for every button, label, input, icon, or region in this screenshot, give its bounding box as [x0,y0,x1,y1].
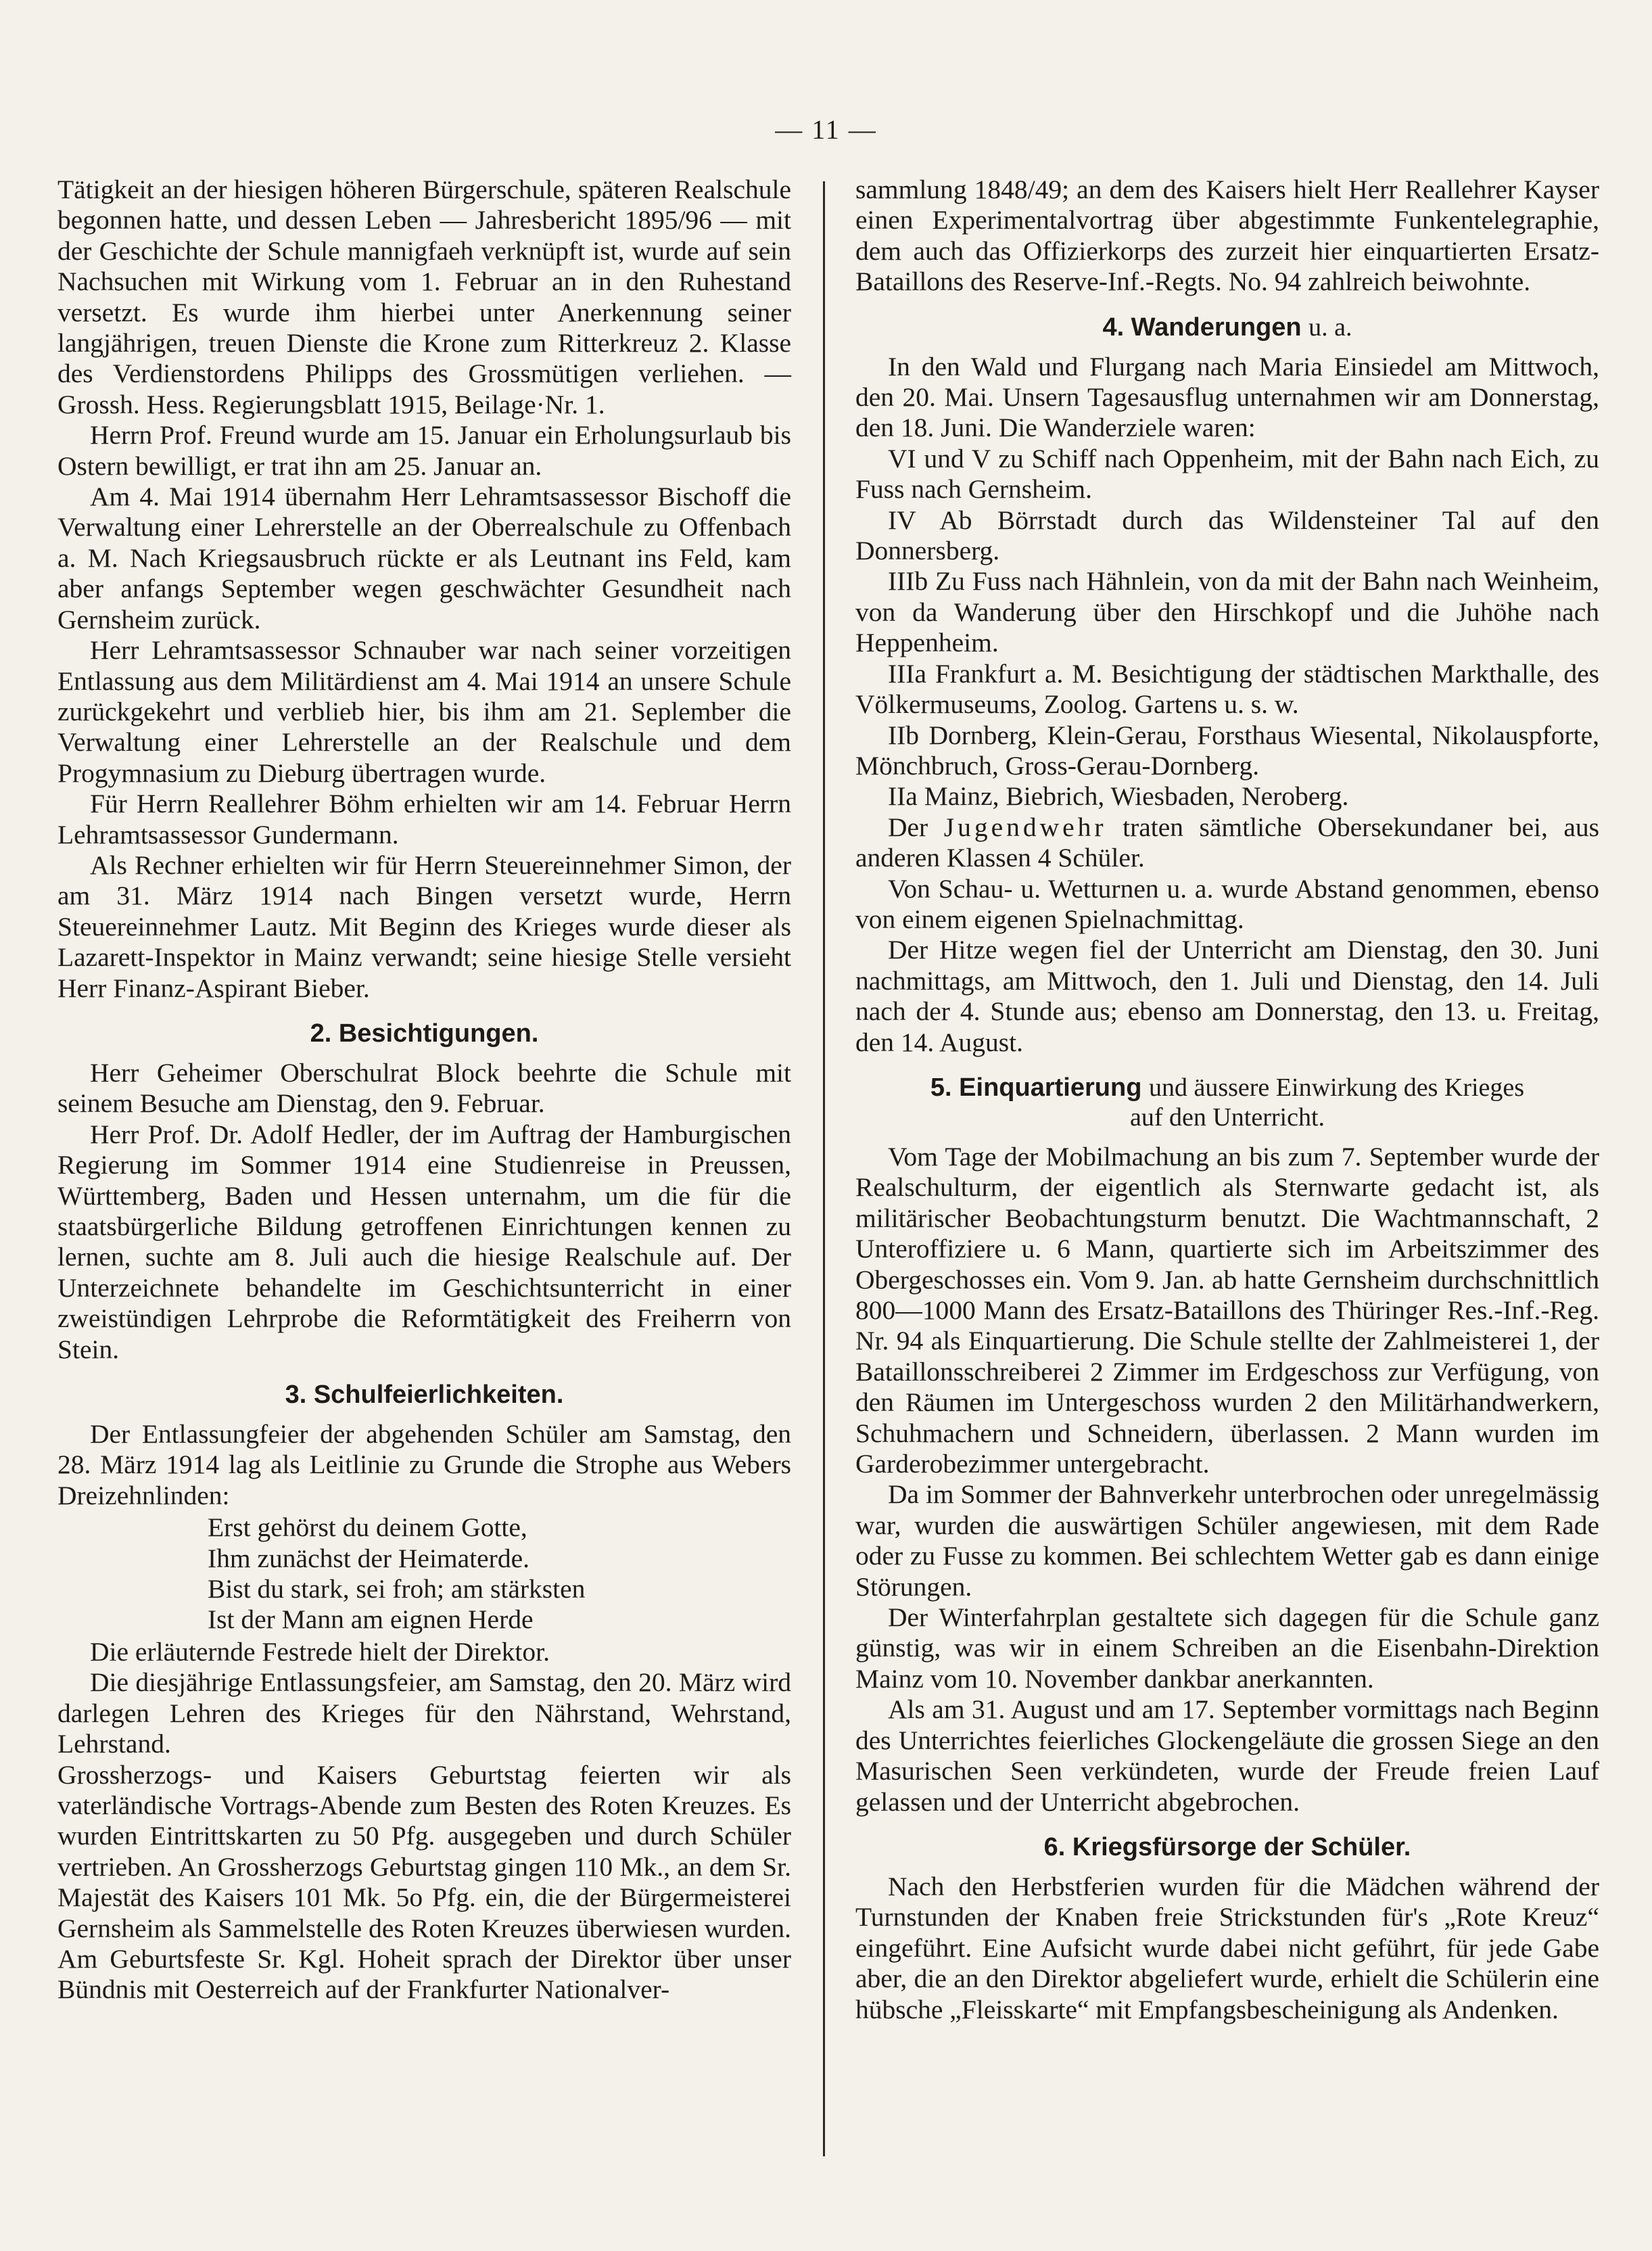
paragraph: Der Winterfahrplan gestaltete sich dagegen für die Schule ganz günstig, was wir in einem Schreiben an die Eisenbahn-Direktion Mainz vom 10. November dankbar anerkannten. [855,1602,1599,1694]
paragraph: Der Entlassungfeier der abgehenden Schüler am Samstag, den 28. März 1914 lag als Leitlinie zu Grunde die Strophe aus Webers Dreizehnlinden: [57,1419,791,1510]
paragraph: Herr Geheimer Oberschulrat Block beehrte die Schule mit seinem Besuche am Dienstag, den 9. Februar. [57,1057,791,1119]
paragraph: Da im Sommer der Bahnverkehr unterbrochen oder unregelmässig war, wurden die auswärtigen Schüler angewiesen, mit dem Rade oder zu Fusse zu kommen. Bei schlechtem Wetter gab es dann einige Störungen. [855,1479,1599,1602]
heading-plain-part: und äussere Einwirkung des Krieges [1148,1073,1525,1102]
page-number: — 11 — [775,114,877,145]
paragraph: Herr Lehramtsassessor Schnauber war nach seiner vorzeitigen Entlassung aus dem Militärdienst am 4. Mai 1914 an unsere Schule zurückgekehrt und verblieb hier, bis ihm am 21. Seplember die Verwaltung einer Lehrerstelle an der Realschule und dem Progymnasium zu Dieburg übertragen wurde. [57,635,791,788]
poem-line: Ihm zunächst der Heimaterde. [208,1543,529,1573]
paragraph: Die diesjährige Entlassungsfeier, am Samstag, den 20. März wird darlegen Lehren des Krieges für den Nährstand, Wehrstand, Lehrstand. [57,1667,791,1759]
paragraph: Vom Tage der Mobilmachung an bis zum 7. September wurde der Realschulturm, der eigentlich als Sternwarte gedacht ist, als militärischer Beobachtungsturm benutzt. Die Wachtmannschaft, 2 Unteroffiziere u. 6 Mann, quartierte sich im Arbeitszimmer des Obergeschosses ein. Vom 9. Jan. ab hatte Gernsheim durchschnittlich 800—1000 Mann des Ersatz-Bataillons des Thüringer Res.-Inf.-Reg. Nr. 94 als Einquartierung. Die Schule stellte der Zahlmeisterei 1, der Bataillonsschreiberei 2 Zimmer im Erdgeschoss zur Verfügung, von den Räumen im Untergeschoss wurden 2 den Militärhandwerkern, Schuhmachern und Schneidern, überlassen. 2 Mann wurden im Garderobezimmer untergebracht. [855,1141,1599,1479]
poem-line: Erst gehörst du deinem Gotte, [208,1512,527,1543]
text-run: traten sämtliche Obersekundaner bei, aus anderen Klassen 4 Schüler. [855,812,1599,873]
paragraph: Die erläuternde Festrede hielt der Direktor. [90,1636,550,1667]
paragraph [855,812,1599,874]
paragraph: In den Wald und Flurgang nach Maria Einsiedel am Mittwoch, den 20. Mai. Unsern Tagesausflug unternahmen wir am Donnerstag, den 18. Juni. Die Wanderziele waren: [855,351,1599,443]
paragraph: Tätigkeit an der hiesigen höheren Bürgerschule, späteren Realschule begonnen hatte, und dessen Leben — Jahresbericht 1895/96 — mit der Geschichte der Schule mannigfaeh verknüpft ist, wurde auf sein Nachsuchen mit Wirkung vom 1. Februar an in den Ruhestand versetzt. Es wurde ihm hierbei unter Anerkennung seiner langjährigen, treuen Dienste die Krone zum Ritterkreuz 2. Klasse des Verdienstordens Philipps des Grossmütigen verliehen. — Grossh. Hess. Regierungsblatt 1915, Beilage·Nr. 1. [57,175,791,419]
paragraph: Für Herrn Reallehrer Böhm erhielten wir am 14. Februar Herrn Lehramtsassessor Gundermann. [57,789,791,850]
poem-stanza [57,1512,791,1635]
paragraph: Herr Prof. Dr. Adolf Hedler, der im Auftrag der Hamburgischen Regierung im Sommer 1914 eine Studienreise in Preussen, Württemberg, Baden und Hessen unternahm, um die für die staatsbürgerliche Bildung getroffenen Einrichtungen kennen zu lernen, suchte am 8. Juli auch die hiesige Realschule auf. Der Unterzeichnete behandelte im Geschichtsunterricht in einer zweistündigen Lehrprobe die Reformtätigkeit des Freiherrn von Stein. [57,1119,791,1364]
poem-line: Ist der Mann am eignen Herde [208,1604,534,1635]
poem-line: Bist du stark, sei froh; am stärksten [208,1574,586,1604]
paragraph: Grossherzogs- und Kaisers Geburtstag feierten wir als vaterländische Vortrags-Abende zum Besten des Roten Kreuzes. Es wurden Eintrittskarten zu 50 Pfg. ausgegeben und durch Schüler vertrieben. An Grossherzogs Geburtstag gingen 110 Mk., an dem Sr. Majestät des Kaisers 101 Mk. 5o Pfg. ein, die der Bürgermeisterei Gernsheim als Sammelstelle des Roten Kreuzes überwiesen wurden. Am Geburtsfeste Sr. Kgl. Hoheit sprach der Direktor über unser Bündnis mit Oesterreich auf der Frankfurter Nationalver- [57,1759,791,2005]
paragraph: Am 4. Mai 1914 übernahm Herr Lehramtsassessor Bischoff die Verwaltung einer Lehrerstelle an der Oberrealschule zu Offenbach a. M. Nach Kriegsausbruch rückte er als Leutnant ins Feld, kam aber anfangs September wegen geschwächter Gesundheit nach Gernsheim zurück. [57,482,791,634]
paragraph: Von Schau- u. Wetturnen u. a. wurde Abstand genommen, ebenso von einem eigenen Spielnachmittag. [855,873,1599,934]
section-heading-kriegsfuersorge: 6. Kriegsfürsorge der Schüler. [1043,1832,1411,1861]
paragraph: IIIa Frankfurt a. M. Besichtigung der städtischen Markthalle, des Völkermuseums, Zoolog. Gartens u. s. w. [855,658,1599,720]
section-heading-einquartierung [855,1073,1599,1132]
paragraph: IIIb Zu Fuss nach Hähnlein, von da mit der Bahn nach Weinheim, von da Wanderung über den Hirschkopf und die Juhöhe nach Heppenheim. [855,566,1599,658]
paragraph: Herrn Prof. Freund wurde am 15. Januar ein Erholungsurlaub bis Ostern bewilligt, er trat ihn am 25. Januar an. [57,420,791,481]
column-divider [823,181,825,2156]
heading-plain-part: u. a. [1308,312,1352,342]
right-column [855,175,1599,2025]
heading-bold-part: 4. Wanderungen [1102,312,1302,342]
paragraph: Als Rechner erhielten wir für Herrn Steuereinnehmer Simon, der am 31. März 1914 nach Bingen versetzt wurde, Herrn Steuereinnehmer Lautz. Mit Beginn des Krieges wurde dieser als Lazarett-Inspektor in Mainz verwandt; seine hiesige Stelle versieht Herr Finanz-Aspirant Bieber. [57,850,791,1003]
paragraph: IV Ab Börrstadt durch das Wildensteiner Tal auf den Donnersberg. [855,505,1599,566]
section-heading-besichtigungen: 2. Besichtigungen. [310,1019,539,1048]
heading-bold-part: 5. Einquartierung [930,1073,1142,1102]
section-heading-wanderungen [855,312,1599,342]
paragraph: Nach den Herbstferien wurden für die Mädchen während der Turnstunden der Knaben freie Strickstunden für's „Rote Kreuz“ eingeführt. Eine Aufsicht wurde dabei nicht geführt, für jede Gabe aber, die an den Direktor abgeliefert wurde, erhielt die Schülerin eine hübsche „Fleisskarte“ mit Empfangsbescheinigung als Andenken. [855,1871,1599,2024]
left-column [57,175,791,2005]
paragraph: VI und V zu Schiff nach Oppenheim, mit der Bahn nach Eich, zu Fuss nach Gernsheim. [855,443,1599,505]
paragraph: Der Hitze wegen fiel der Unterricht am Dienstag, den 30. Juni nachmittags, am Mittwoch, den 1. Juli und Dienstag, den 14. Juli nach der 4. Stunde aus; ebenso am Donnerstag, den 13. u. Freitag, den 14. August. [855,935,1599,1057]
section-heading-schulfeierlichkeiten: 3. Schulfeierlichkeiten. [285,1380,564,1410]
paragraph: sammlung 1848/49; an dem des Kaisers hielt Herr Reallehrer Kayser einen Experimentalvortrag über abgestimmte Funkentelegraphie, dem auch das Offizierkorps des zurzeit hier einquartierten Ersatz-Bataillons des Reserve-Inf.-Regts. No. 94 zahlreich beiwohnte. [855,175,1599,297]
paragraph: Als am 31. August und am 17. September vormittags nach Beginn des Unterrichtes feierliches Glockengeläute die grossen Siege an den Masurischen Seen verkündeten, wurde der Freude freien Lauf gelassen und der Unterricht abgebrochen. [855,1694,1599,1817]
text-run: Der [888,812,928,842]
heading-subline: auf den Unterricht. [1129,1103,1325,1132]
paragraph: IIa Mainz, Biebrich, Wiesbaden, Neroberg. [888,781,1349,812]
spaced-word: Jugendwehr [943,812,1107,842]
paragraph: IIb Dornberg, Klein-Gerau, Forsthaus Wiesental, Nikolauspforte, Mönchbruch, Gross-Gerau-Dornberg. [855,720,1599,781]
